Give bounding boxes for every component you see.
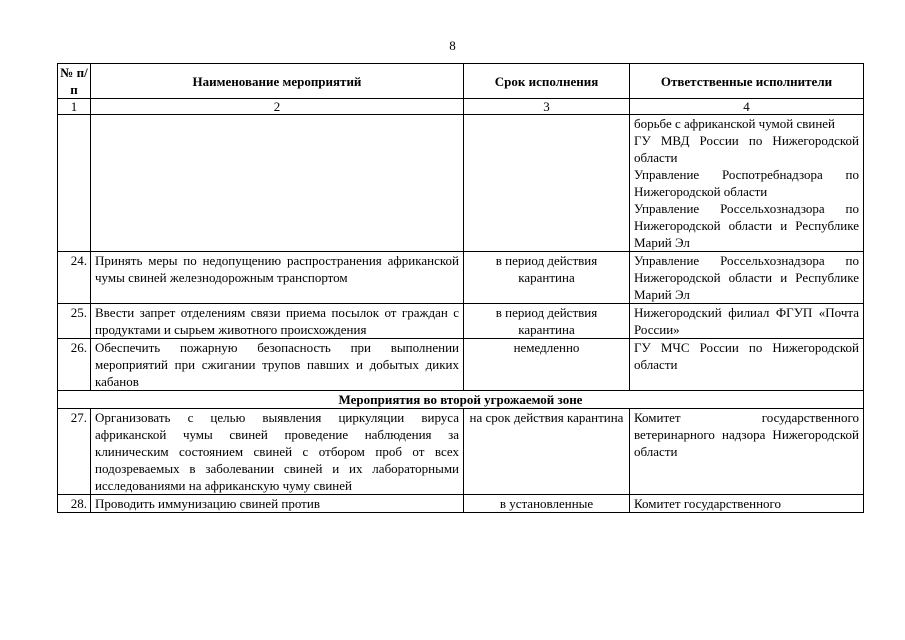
responsible-line: Управление Россельхознадзора по Нижегородской области и Республике Марий Эл <box>634 201 859 250</box>
responsible-text: Комитет государственного <box>630 495 864 513</box>
responsible-line: Управление Роспотребнадзора по Нижегородской области <box>634 167 859 199</box>
measure-text: Обеспечить пожарную безопасность при выполнении мероприятий при сжигании трупов павших и добытых диких кабанов <box>91 339 464 391</box>
term-cell <box>464 115 630 252</box>
term-text: в период действия карантина <box>464 304 630 339</box>
measure-cell <box>91 115 464 252</box>
table-header-row <box>58 64 864 99</box>
term-text: в установленные <box>464 495 630 513</box>
measure-text: Организовать с целью выявления циркуляции вируса африканской чумы свиней проведение наблюдения за клиническим состоянием свиней с отбором проб от всех подозреваемых в заболевании свиней и их лабораторными исследованиями на африканскую чуму свиней <box>91 409 464 495</box>
table-row <box>58 409 864 495</box>
responsible-line: борьбе с африканской чумой свиней <box>634 116 836 131</box>
measure-text: Проводить иммунизацию свиней против <box>91 495 464 513</box>
responsible-text: Комитет государственного ветеринарного надзора Нижегородской области <box>630 409 864 495</box>
column-number: 1 <box>58 99 91 115</box>
term-text: в период действия карантина <box>464 252 630 304</box>
column-number-row <box>58 99 864 115</box>
column-number: 2 <box>91 99 464 115</box>
table-row <box>58 495 864 513</box>
measure-text: Ввести запрет отделениям связи приема посылок от граждан с продуктами и сырьем животного происхождения <box>91 304 464 339</box>
responsible-text: Нижегородский филиал ФГУП «Почта России» <box>630 304 864 339</box>
row-number-cell <box>58 115 91 252</box>
measures-table <box>57 63 864 513</box>
responsible-text: Управление Россельхознадзора по Нижегородской области и Республике Марий Эл <box>630 252 864 304</box>
table-row-continuation <box>58 115 864 252</box>
row-number: 27. <box>58 409 91 495</box>
header-num: № п/п <box>58 64 91 99</box>
row-number: 24. <box>58 252 91 304</box>
responsible-text: ГУ МЧС России по Нижегородской области <box>630 339 864 391</box>
page-number: 8 <box>449 38 456 53</box>
section-header-row <box>58 391 864 409</box>
header-responsible: Ответственные исполнители <box>630 64 864 99</box>
term-text: на срок действия карантина <box>464 409 630 495</box>
header-name: Наименование мероприятий <box>91 64 464 99</box>
row-number: 28. <box>58 495 91 513</box>
responsible-line: ГУ МВД России по Нижегородской области <box>634 133 859 165</box>
term-text: немедленно <box>464 339 630 391</box>
column-number: 3 <box>464 99 630 115</box>
section-title: Мероприятия во второй угрожаемой зоне <box>58 391 864 409</box>
measure-text: Принять меры по недопущению распространения африканской чумы свиней железнодорожным транспортом <box>91 252 464 304</box>
row-number: 26. <box>58 339 91 391</box>
row-number: 25. <box>58 304 91 339</box>
table-row <box>58 339 864 391</box>
responsible-cell <box>630 115 864 252</box>
table-row <box>58 252 864 304</box>
header-term: Срок исполнения <box>464 64 630 99</box>
table-row <box>58 304 864 339</box>
column-number: 4 <box>630 99 864 115</box>
